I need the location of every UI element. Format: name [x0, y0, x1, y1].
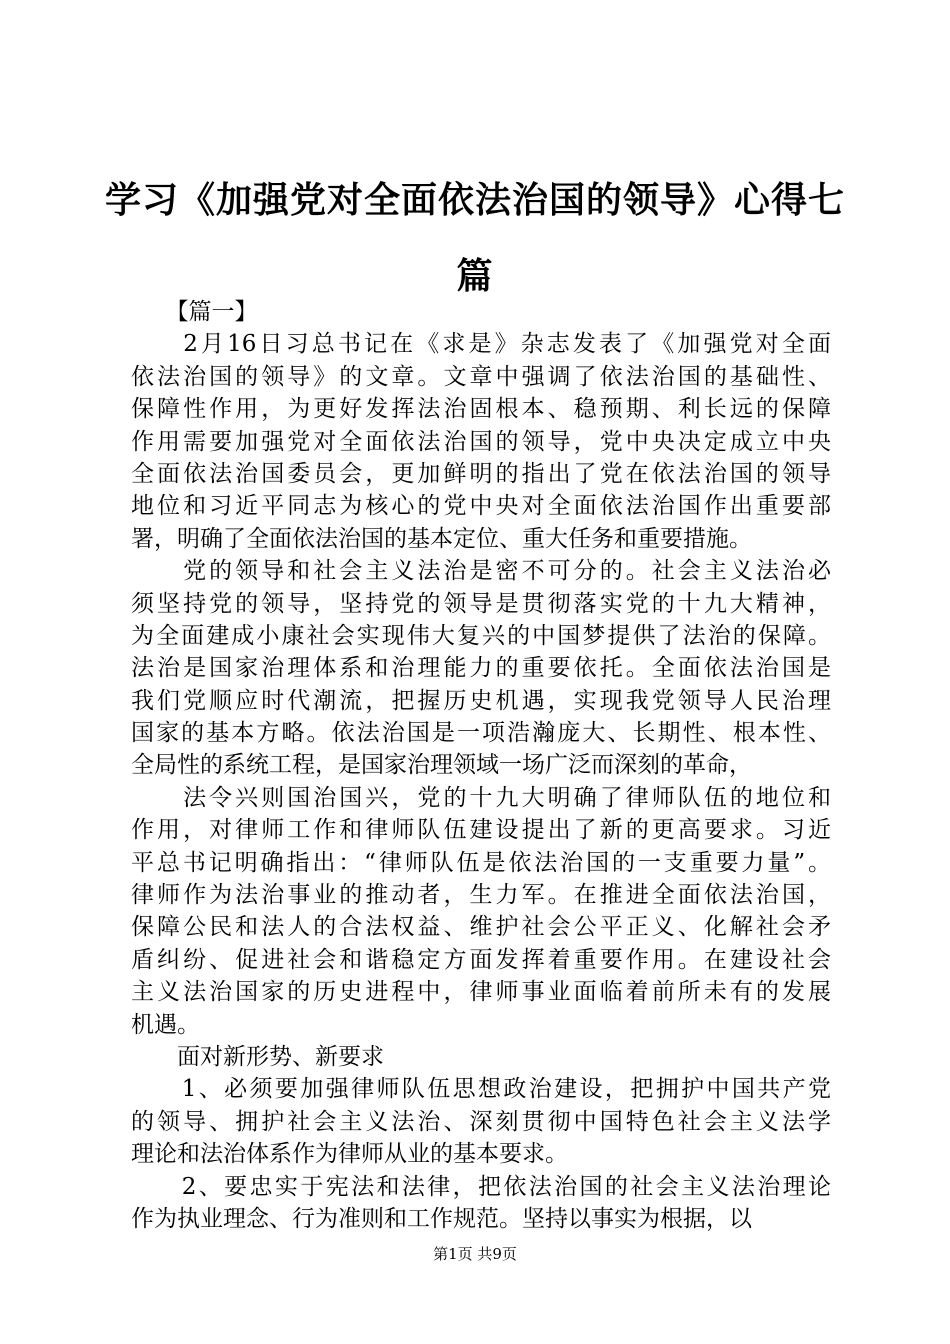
body-line: 作用需要加强党对全面依法治国的领导，党中央决定成立中央 — [131, 428, 831, 455]
title-line: 篇 — [456, 255, 494, 297]
body-line: 律师作为法治事业的推动者，生力军。在推进全面依法治国， — [131, 882, 831, 909]
body-line: 平总书记明确指出：“律师队伍是依法治国的一支重要力量”。 — [131, 849, 831, 876]
body-line: 国家的基本方略。依法治国是一项浩瀚庞大、长期性、根本性、 — [131, 720, 831, 747]
body-line: 作为执业理念、行为准则和工作规范。坚持以事实为根据，以 — [131, 1205, 752, 1232]
body-line: 盾纠纷、促进社会和谐稳定方面发挥着重要作用。在建设社会 — [131, 946, 831, 973]
document-title — [100, 162, 850, 314]
body-line: 法治是国家治理体系和治理能力的重要依托。全面依法治国是 — [131, 655, 831, 682]
body-line: 署，明确了全面依法治国的基本定位、重大任务和重要措施。 — [131, 525, 752, 552]
body-line: 须坚持党的领导，坚持党的领导是贯彻落实党的十九大精神， — [131, 590, 831, 617]
body-line: 依法治国的领导》的文章。文章中强调了依法治国的基础性、 — [131, 363, 831, 390]
title-line: 学习《加强党对全面依法治国的领导》心得七 — [104, 179, 845, 221]
body-line: 理论和法治体系作为律师从业的基本要求。 — [131, 1141, 568, 1168]
body-line: 作用，对律师工作和律师队伍建设提出了新的更高要求。习近 — [131, 817, 831, 844]
body-line: 主义法治国家的历史进程中，律师事业面临着前所未有的发展 — [131, 979, 831, 1006]
body-line: 机遇。 — [131, 1011, 200, 1038]
body-line: 全局性的系统工程，是国家治理领域一场广泛而深刻的革命， — [131, 752, 752, 779]
body-line: 面对新形势、新要求 — [131, 1043, 384, 1070]
body-line: 地位和习近平同志为核心的党中央对全面依法治国作出重要部 — [131, 493, 831, 520]
body-line: 保障性作用，为更好发挥法治固根本、稳预期、利长远的保障 — [131, 396, 831, 423]
body-line: 2月16日习总书记在《求是》杂志发表了《加强党对全面 — [131, 331, 831, 358]
body-line: 党的领导和社会主义法治是密不可分的。社会主义法治必 — [131, 558, 831, 585]
body-line: 保障公民和法人的合法权益、维护社会公平正义、化解社会矛 — [131, 914, 831, 941]
body-line: 法令兴则国治国兴，党的十九大明确了律师队伍的地位和 — [131, 784, 831, 811]
document-body — [131, 296, 831, 1235]
body-line: 为全面建成小康社会实现伟大复兴的中国梦提供了法治的保障。 — [131, 622, 831, 649]
body-line: 的领导、拥护社会主义法治、深刻贯彻中国特色社会主义法学 — [131, 1108, 831, 1135]
body-line: 1、必须要加强律师队伍思想政治建设，把拥护中国共产党 — [131, 1076, 831, 1103]
body-line: 全面依法治国委员会，更加鲜明的指出了党在依法治国的领导 — [131, 460, 831, 487]
page-footer: 第1页 共9页 — [433, 1245, 517, 1263]
body-line: 2、要忠实于宪法和法律，把依法治国的社会主义法治理论 — [131, 1173, 831, 1200]
body-line: 【篇一】 — [131, 299, 258, 325]
body-line: 我们党顺应时代潮流，把握历史机遇，实现我党领导人民治理 — [131, 687, 831, 714]
